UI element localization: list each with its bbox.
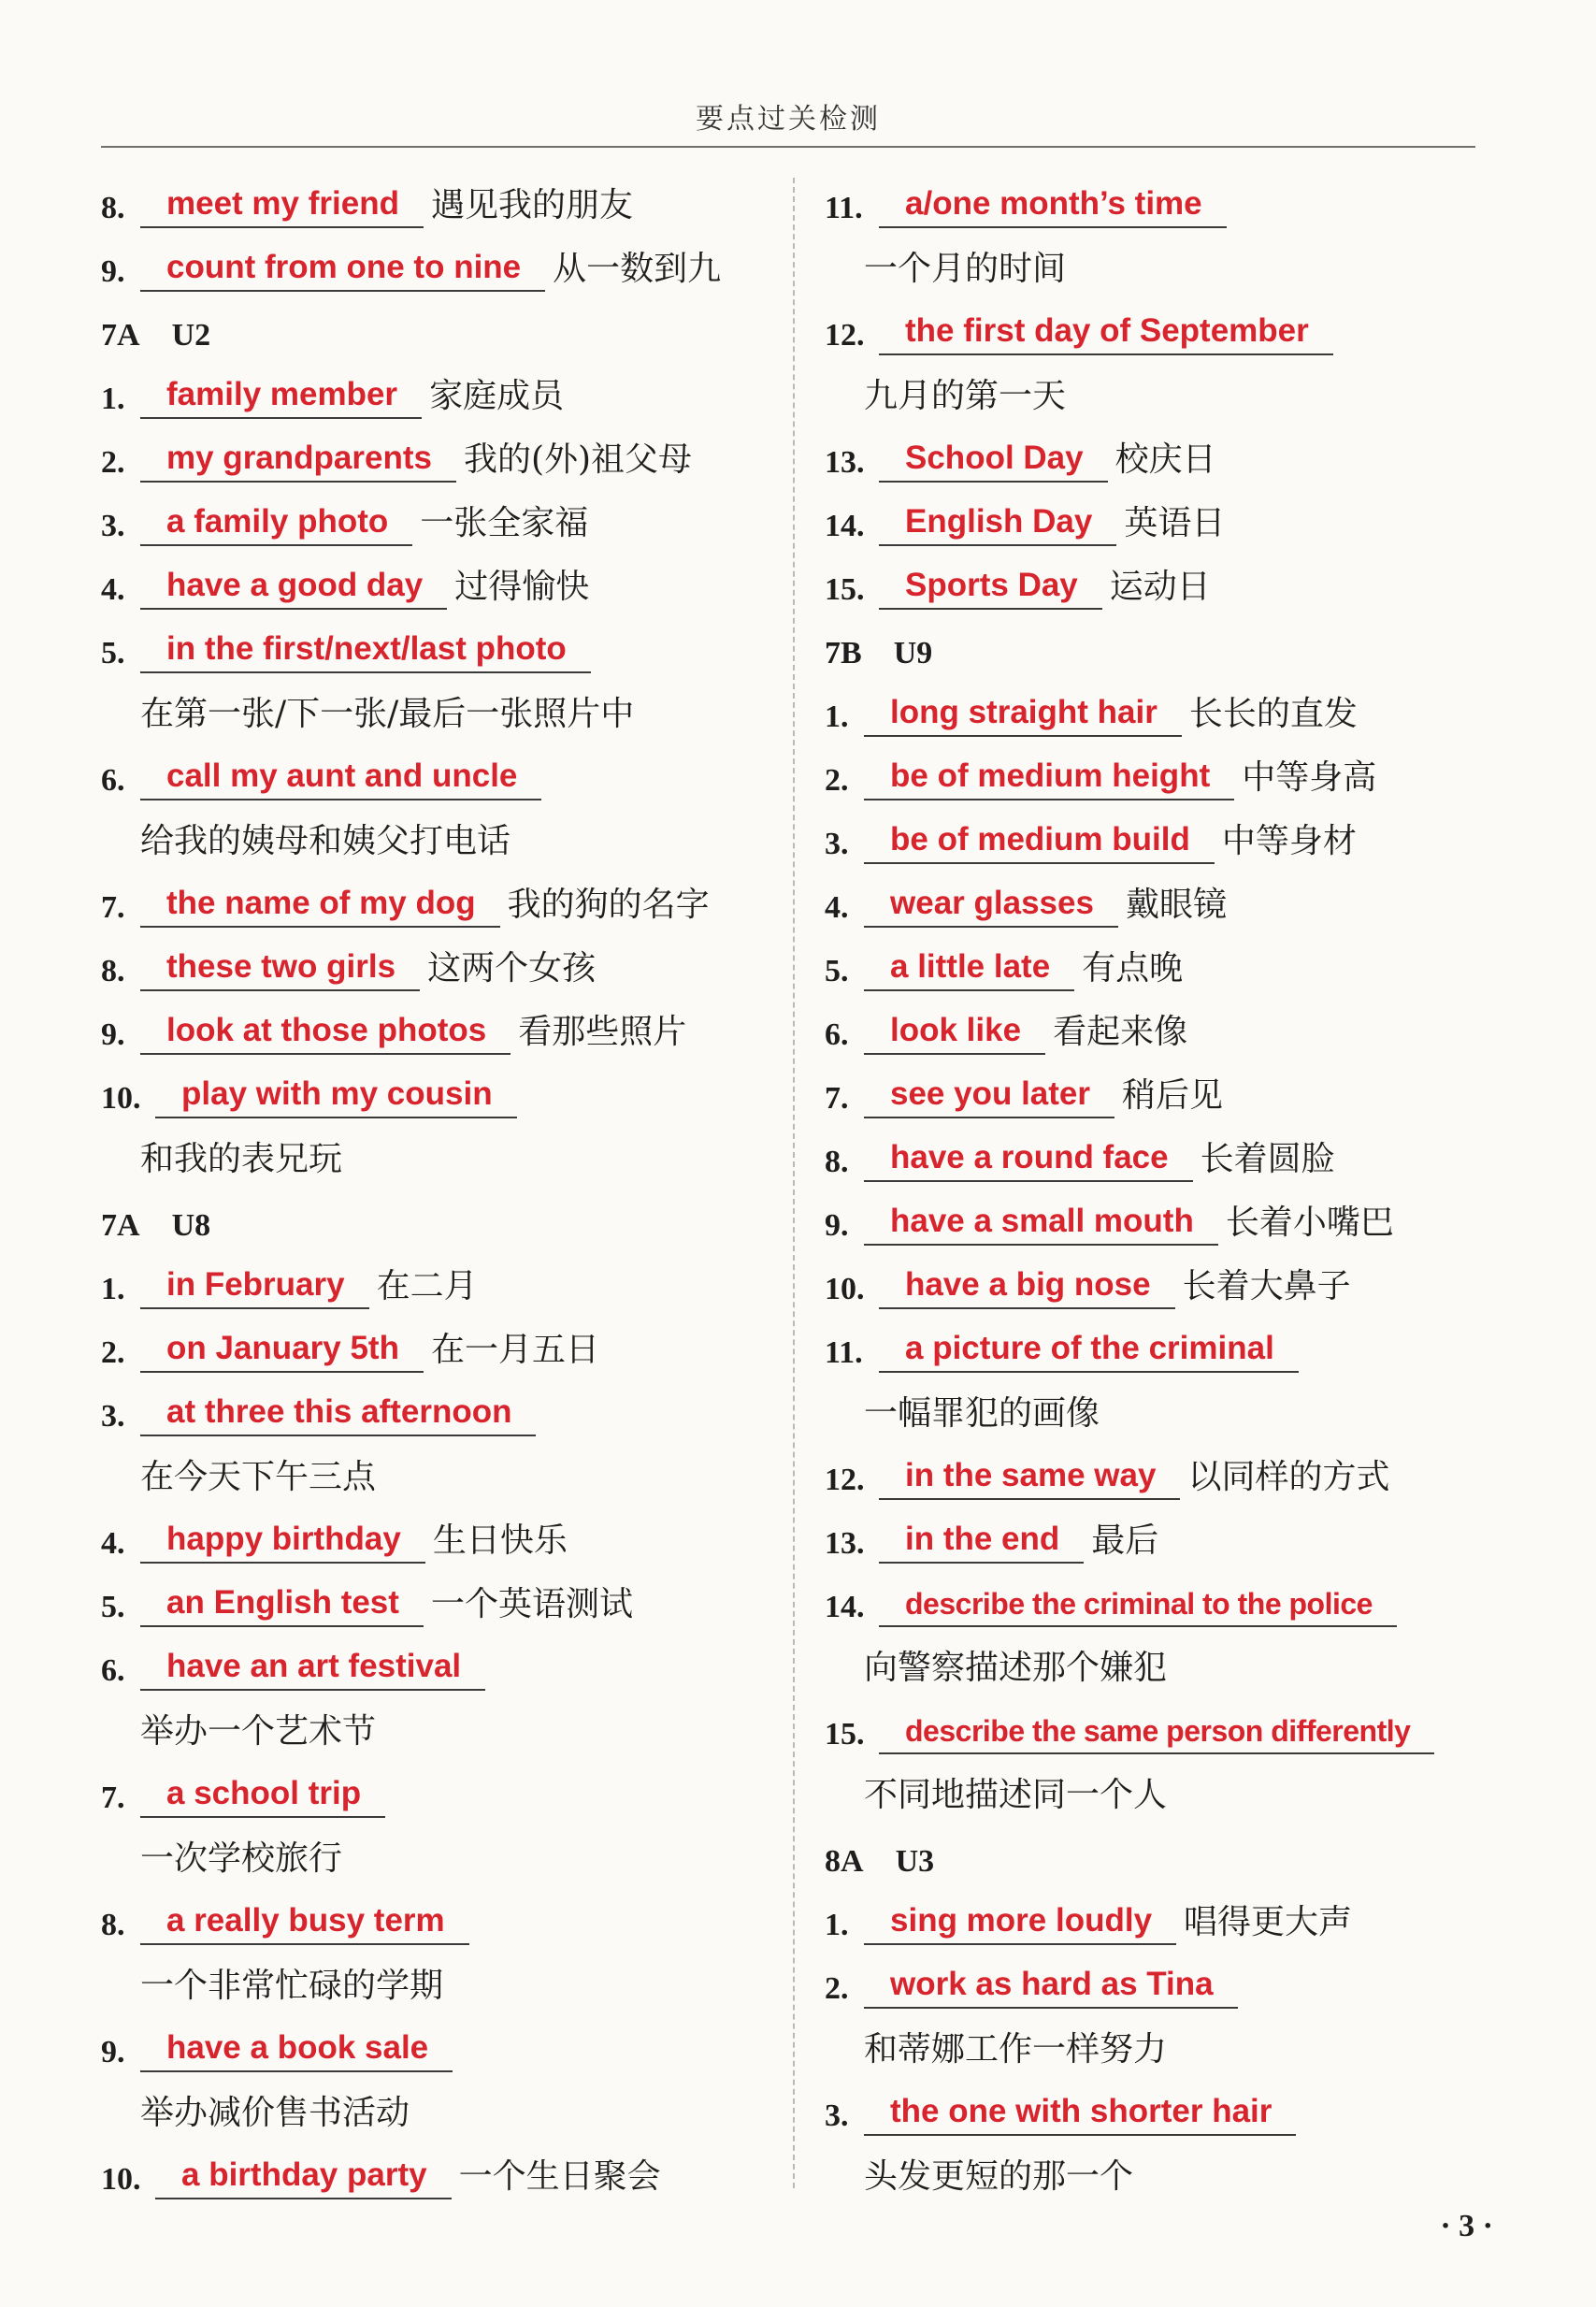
item-number: 11.: [825, 1335, 863, 1370]
answer-blank: a family photo: [140, 503, 412, 546]
exercise-item: [101, 1313, 793, 1377]
chinese-translation: 最后: [1091, 1521, 1159, 1560]
chinese-translation: 看那些照片: [518, 1013, 687, 1051]
chinese-translation: 中等身材: [1221, 822, 1357, 860]
chinese-translation: 举办减价售书活动: [140, 2094, 410, 2132]
answer-blank: School Day: [879, 440, 1108, 483]
item-number: 8.: [825, 1145, 849, 1179]
chinese-translation: 有点晚: [1082, 949, 1184, 988]
chinese-translation: 和我的表兄玩: [140, 1140, 343, 1178]
item-number: 9.: [101, 2035, 125, 2069]
answer-blank: have a good day: [140, 567, 447, 610]
exercise-item: [101, 613, 793, 677]
exercise-item: [101, 2012, 793, 2076]
item-number: 3.: [101, 1399, 125, 1434]
chinese-translation: 家庭成员: [429, 377, 565, 415]
chinese-translation: 长着小嘴巴: [1225, 1204, 1394, 1242]
section-heading: [101, 296, 793, 359]
left-column: [101, 168, 793, 2203]
item-number: 1.: [101, 382, 125, 416]
answer-blank: happy birthday: [140, 1521, 425, 1564]
exercise-item: [825, 1567, 1479, 1631]
answer-blank: look at those photos: [140, 1012, 510, 1055]
item-number: 13.: [825, 1526, 865, 1561]
translation-line: [825, 359, 1479, 423]
item-number: 14.: [825, 1590, 865, 1624]
section-book: 7A: [101, 1208, 140, 1243]
answer-blank: meet my friend: [140, 185, 424, 228]
answer-blank: wear glasses: [864, 885, 1118, 928]
exercise-item: [825, 1949, 1479, 2012]
answer-blank: be of medium height: [864, 757, 1234, 800]
chinese-translation: 戴眼镜: [1125, 886, 1227, 924]
translation-line: [825, 1377, 1479, 1440]
chinese-translation: 看起来像: [1053, 1013, 1188, 1051]
exercise-item: [825, 550, 1479, 613]
section-label: [825, 636, 932, 677]
answer-blank: see you later: [864, 1075, 1114, 1118]
section-unit: U8: [171, 1208, 211, 1243]
exercise-item: [825, 741, 1479, 804]
exercise-item: [825, 1504, 1479, 1567]
section-label: [101, 1208, 210, 1249]
section-unit: U9: [893, 636, 933, 670]
translation-line: [101, 804, 793, 868]
item-number: 4.: [101, 572, 125, 607]
answer-blank: play with my cousin: [155, 1075, 517, 1118]
item-number: 4.: [101, 1526, 125, 1561]
answer-blank: sing more loudly: [864, 1902, 1176, 1945]
answer-blank: a school trip: [140, 1775, 385, 1818]
exercise-item: [825, 868, 1479, 931]
chinese-translation: 一个生日聚会: [458, 2157, 661, 2196]
exercise-item: [825, 486, 1479, 550]
answer-blank: an English test: [140, 1584, 424, 1627]
section-book: 8A: [825, 1844, 864, 1879]
exercise-item: [825, 2076, 1479, 2140]
answer-blank: have a big nose: [879, 1266, 1175, 1309]
chinese-translation: 一个月的时间: [864, 250, 1067, 288]
chinese-translation: 过得愉快: [454, 568, 590, 606]
exercise-item: [101, 1504, 793, 1567]
translation-line: [101, 1822, 793, 1885]
section-book: 7A: [101, 318, 140, 353]
chinese-translation: 和蒂娜工作一样努力: [864, 2030, 1168, 2069]
page-number: · 3 ·: [1440, 2209, 1493, 2243]
answer-blank: describe the criminal to the police: [879, 1587, 1397, 1627]
chinese-translation: 长着大鼻子: [1182, 1267, 1351, 1305]
answer-blank: in February: [140, 1266, 369, 1309]
answer-blank: a picture of the criminal: [879, 1330, 1299, 1373]
translation-line: [101, 677, 793, 741]
answer-blank: in the end: [879, 1521, 1084, 1564]
chinese-translation: 在第一张/下一张/最后一张照片中: [140, 695, 635, 733]
item-number: 3.: [101, 509, 125, 543]
answer-blank: on January 5th: [140, 1330, 424, 1373]
exercise-item: [101, 1377, 793, 1440]
section-heading: [825, 613, 1479, 677]
item-number: 10.: [825, 1272, 865, 1306]
exercise-item: [101, 550, 793, 613]
exercise-item: [101, 1567, 793, 1631]
item-number: 10.: [101, 2162, 141, 2197]
item-number: 2.: [101, 1335, 125, 1370]
chinese-translation: 以同样的方式: [1187, 1458, 1390, 1496]
item-number: 8.: [101, 954, 125, 988]
answer-blank: a little late: [864, 948, 1074, 991]
item-number: 5.: [101, 636, 125, 670]
answer-blank: work as hard as Tina: [864, 1966, 1238, 2009]
answer-blank: Sports Day: [879, 567, 1102, 610]
exercise-item: [101, 232, 793, 296]
exercise-item: [825, 995, 1479, 1059]
answer-blank: long straight hair: [864, 694, 1182, 737]
exercise-item: [825, 168, 1479, 232]
chinese-translation: 遇见我的朋友: [430, 186, 633, 224]
exercise-item: [825, 1313, 1479, 1377]
exercise-item: [825, 677, 1479, 741]
item-number: 14.: [825, 509, 865, 543]
chinese-translation: 向警察描述那个嫌犯: [864, 1649, 1168, 1687]
chinese-translation: 我的狗的名字: [507, 886, 710, 924]
section-heading: [825, 1822, 1479, 1885]
answer-blank: English Day: [879, 503, 1116, 546]
item-number: 11.: [825, 191, 863, 225]
answer-blank: have a book sale: [140, 2029, 453, 2072]
item-number: 3.: [825, 827, 849, 861]
section-unit: U3: [895, 1844, 935, 1879]
chinese-translation: 英语日: [1124, 504, 1226, 542]
item-number: 3.: [825, 2098, 849, 2133]
exercise-item: [825, 423, 1479, 486]
item-number: 12.: [825, 318, 865, 353]
chinese-translation: 我的(外)祖父母: [463, 440, 693, 479]
answer-blank: family member: [140, 376, 422, 419]
exercise-item: [825, 1249, 1479, 1313]
right-column: [825, 168, 1479, 2203]
answer-blank: call my aunt and uncle: [140, 757, 541, 800]
chinese-translation: 从一数到九: [553, 250, 722, 288]
chinese-translation: 在二月: [376, 1267, 478, 1305]
chinese-translation: 在一月五日: [430, 1331, 599, 1369]
translation-line: [101, 1122, 793, 1186]
section-label: [101, 318, 210, 359]
translation-line: [101, 2076, 793, 2140]
item-number: 2.: [825, 763, 849, 798]
item-number: 5.: [825, 954, 849, 988]
item-number: 5.: [101, 1590, 125, 1624]
item-number: 12.: [825, 1463, 865, 1497]
item-number: 7.: [101, 1781, 125, 1815]
exercise-item: [101, 1059, 793, 1122]
translation-line: [825, 2140, 1479, 2203]
chinese-translation: 唱得更大声: [1184, 1903, 1353, 1941]
answer-blank: a birthday party: [155, 2156, 452, 2199]
exercise-item: [825, 1059, 1479, 1122]
exercise-item: [825, 804, 1479, 868]
exercise-item: [825, 1186, 1479, 1249]
chinese-translation: 一个非常忙碌的学期: [140, 1967, 444, 2005]
answer-blank: have a small mouth: [864, 1203, 1218, 1246]
exercise-item: [101, 741, 793, 804]
exercise-item: [101, 931, 793, 995]
section-unit: U2: [171, 318, 211, 353]
exercise-item: [825, 1694, 1479, 1758]
chinese-translation: 举办一个艺术节: [140, 1712, 377, 1751]
item-number: 15.: [825, 572, 865, 607]
column-divider: [793, 178, 795, 2188]
answer-blank: describe the same person differently: [879, 1714, 1434, 1754]
item-number: 7.: [825, 1081, 849, 1116]
section-book: 7B: [825, 636, 862, 670]
chinese-translation: 一个英语测试: [430, 1585, 633, 1623]
item-number: 9.: [825, 1208, 849, 1243]
answer-blank: these two girls: [140, 948, 420, 991]
translation-line: [825, 1758, 1479, 1822]
item-number: 6.: [101, 1653, 125, 1688]
translation-line: [825, 232, 1479, 296]
answer-blank: in the first/next/last photo: [140, 630, 591, 673]
exercise-item: [101, 359, 793, 423]
translation-line: [101, 1694, 793, 1758]
answer-blank: be of medium build: [864, 821, 1215, 864]
answer-blank: look like: [864, 1012, 1045, 1055]
answer-blank: in the same way: [879, 1457, 1180, 1500]
exercise-item: [101, 1885, 793, 1949]
translation-line: [101, 1440, 793, 1504]
exercise-item: [101, 1758, 793, 1822]
chinese-translation: 九月的第一天: [864, 377, 1067, 415]
exercise-item: [825, 1440, 1479, 1504]
exercise-item: [101, 1631, 793, 1694]
chinese-translation: 一幅罪犯的画像: [864, 1394, 1100, 1433]
item-number: 6.: [825, 1017, 849, 1052]
item-number: 13.: [825, 445, 865, 480]
exercise-item: [101, 423, 793, 486]
chinese-translation: 不同地描述同一个人: [864, 1776, 1168, 1814]
chinese-translation: 生日快乐: [432, 1521, 568, 1560]
translation-line: [825, 1631, 1479, 1694]
answer-blank: the one with shorter hair: [864, 2093, 1296, 2136]
answer-blank: at three this afternoon: [140, 1393, 536, 1436]
answer-blank: count from one to nine: [140, 249, 545, 292]
item-number: 2.: [101, 445, 125, 480]
exercise-item: [101, 868, 793, 931]
chinese-translation: 头发更短的那一个: [864, 2157, 1134, 2196]
chinese-translation: 给我的姨母和姨父打电话: [140, 822, 511, 860]
translation-line: [825, 2012, 1479, 2076]
exercise-item: [101, 2140, 793, 2203]
page-header: 要点过关检测: [101, 94, 1475, 148]
answer-blank: a/one month’s time: [879, 185, 1227, 228]
answer-blank: my grandparents: [140, 440, 456, 483]
item-number: 4.: [825, 890, 849, 925]
answer-blank: the name of my dog: [140, 885, 500, 928]
answer-blank: the first day of September: [879, 312, 1333, 355]
answer-blank: have an art festival: [140, 1648, 485, 1691]
item-number: 10.: [101, 1081, 141, 1116]
answer-blank: a really busy term: [140, 1902, 469, 1945]
chinese-translation: 校庆日: [1114, 440, 1216, 479]
chinese-translation: 中等身高: [1242, 758, 1377, 797]
item-number: 1.: [825, 1908, 849, 1942]
chinese-translation: 在今天下午三点: [140, 1458, 377, 1496]
answer-blank: have a round face: [864, 1139, 1193, 1182]
exercise-item: [825, 1122, 1479, 1186]
exercise-item: [101, 486, 793, 550]
exercise-item: [825, 931, 1479, 995]
exercise-item: [101, 168, 793, 232]
section-heading: [101, 1186, 793, 1249]
exercise-item: [825, 296, 1479, 359]
item-number: 9.: [101, 1017, 125, 1052]
chinese-translation: 长长的直发: [1188, 695, 1358, 733]
translation-line: [101, 1949, 793, 2012]
item-number: 1.: [825, 699, 849, 734]
section-label: [825, 1844, 934, 1885]
item-number: 8.: [101, 1908, 125, 1942]
item-number: 8.: [101, 191, 125, 225]
chinese-translation: 这两个女孩: [427, 949, 597, 988]
chinese-translation: 长着圆脸: [1200, 1140, 1335, 1178]
item-number: 15.: [825, 1717, 865, 1752]
exercise-item: [825, 1885, 1479, 1949]
chinese-translation: 一次学校旅行: [140, 1839, 343, 1878]
item-number: 6.: [101, 763, 125, 798]
exercise-item: [101, 995, 793, 1059]
chinese-translation: 一张全家福: [420, 504, 589, 542]
item-number: 2.: [825, 1971, 849, 2006]
item-number: 7.: [101, 890, 125, 925]
item-number: 1.: [101, 1272, 125, 1306]
chinese-translation: 运动日: [1109, 568, 1211, 606]
exercise-item: [101, 1249, 793, 1313]
item-number: 9.: [101, 254, 125, 289]
chinese-translation: 稍后见: [1122, 1076, 1224, 1115]
